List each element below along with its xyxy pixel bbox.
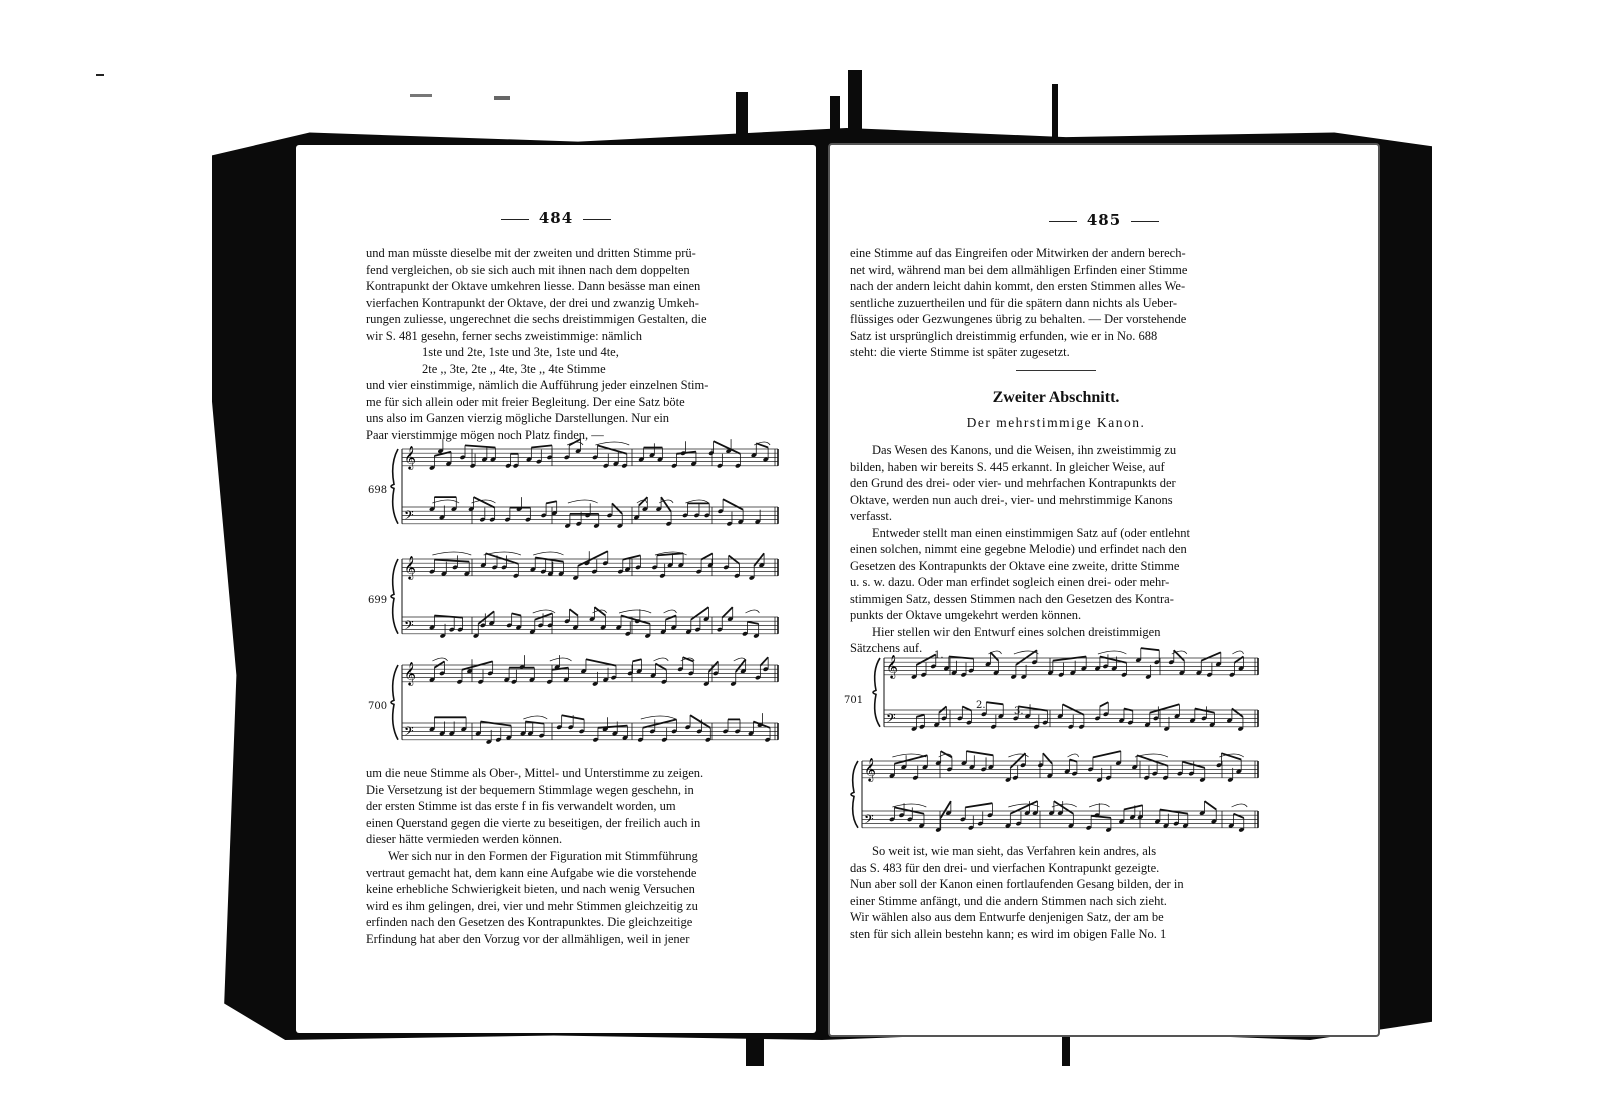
beam: [486, 553, 519, 564]
beam: [894, 807, 924, 813]
music-example-701: [850, 648, 1262, 748]
bass-clef-icon: 𝄢: [404, 618, 414, 637]
body-text-middle: um die neue Stimme als Ober-, Mittel- und Unterstimme zu zeigen. Die Versetzung ist der bequemern Stimmlage wegen geschehn, in der ersten Stimme ist das erste f in fis verwandelt worden, um einen Querstand gegen die vierte zu beseitigen, der freilich auch in dieser hätte vermieden werden können.: [366, 766, 704, 846]
beam: [434, 560, 469, 562]
slur: [1098, 651, 1126, 654]
beam: [546, 501, 557, 503]
example-number: 701: [844, 695, 864, 706]
beam: [612, 503, 622, 514]
slur: [1068, 754, 1079, 757]
beam: [1124, 805, 1143, 809]
slur: [568, 500, 598, 503]
beam: [990, 652, 998, 660]
beam: [1160, 810, 1188, 814]
beam: [1174, 650, 1184, 661]
voice-mark: 1.: [934, 650, 944, 661]
beam: [643, 719, 677, 727]
bookmark-tab: [848, 70, 862, 150]
slur: [892, 804, 926, 807]
example-number: 699: [368, 595, 388, 606]
example-number: 698: [368, 485, 388, 496]
music-example-698: [362, 441, 782, 551]
beam: [633, 659, 642, 661]
bass-clef-icon: 𝄢: [404, 508, 414, 527]
music-example-699: [362, 551, 782, 661]
music-example-700: [362, 657, 782, 767]
slur: [432, 658, 447, 661]
beam: [690, 715, 710, 728]
slur: [533, 610, 555, 613]
beam: [1043, 753, 1052, 764]
beam: [535, 613, 553, 619]
beam: [1195, 709, 1215, 713]
slur: [1232, 804, 1248, 807]
section-title: Zweiter Abschnitt.: [992, 389, 1120, 406]
bookmark-tab: [1052, 84, 1058, 144]
beam: [597, 445, 626, 453]
bookmark-tab: [746, 1030, 764, 1066]
slur: [533, 552, 563, 555]
beam: [756, 443, 768, 447]
left-page: [296, 145, 816, 1033]
bass-clef-icon: 𝄢: [864, 812, 874, 831]
page-number: 485: [830, 211, 1378, 229]
body-text-bottom: So weit ist, wie man sieht, das Verfahren kein andres, als das S. 483 für den drei- und vierfachen Kontrapunkt gezeigte. Nun aber soll der Kanon einen fortlaufenden Gesang bilden, der in einer Stimme anfängt, und die andern Stimmen nach sich zieht. Wir wählen also aus dem Entwurfe denjenigen Satz, der am be sten für sich allein bestehn kann; es wird im obigen Falle No. 1: [850, 844, 1184, 941]
beam: [760, 657, 768, 665]
beam: [666, 616, 676, 620]
scan-speck: [410, 94, 432, 97]
beam: [1205, 801, 1217, 809]
brace: [391, 449, 398, 524]
body-text-bottom: Wer sich nur in den Formen der Figuration mit Stimmführung vertraut gemacht hat, dem kann eine Aufgabe wie die vorstehende keine erhebliche Schwierigkeit bieten, und nach wenig Versuchen wird es ihm gelingen, drei, vier und mehr Stimmen gleichzeitig zu erfinden nach den Gesetzen des Kontrapunktes. Die gleichzeitige Erfindung hat aber den Vorzug vor der allmähligen, weil in jener: [366, 849, 698, 946]
slur: [432, 552, 471, 555]
beam: [481, 722, 512, 726]
slur: [1052, 804, 1077, 807]
beam: [709, 661, 719, 672]
beam: [1063, 704, 1084, 715]
beam: [1150, 704, 1180, 712]
treble-clef-icon: 𝄞: [404, 661, 416, 686]
treble-clef-icon: 𝄞: [886, 654, 898, 679]
scan-speck: [96, 74, 104, 76]
page-number: 484: [296, 209, 816, 227]
beam: [729, 555, 740, 563]
section-subtitle: Der mehrstimmige Kanon.: [966, 415, 1146, 430]
beam: [1201, 652, 1221, 660]
voice-mark: 3.: [1014, 706, 1024, 717]
beam: [462, 661, 493, 669]
brace: [873, 658, 880, 727]
slur: [641, 716, 676, 719]
slur: [653, 658, 668, 661]
treble-clef-icon: 𝄞: [864, 757, 876, 782]
beam: [1054, 801, 1073, 814]
beam: [1141, 648, 1159, 650]
slur: [745, 610, 759, 613]
slur: [550, 658, 572, 661]
bookmark-tab: [830, 96, 840, 146]
beam: [474, 497, 495, 508]
bookmark-tab: [736, 92, 748, 152]
slur: [595, 442, 629, 445]
beam: [722, 607, 732, 618]
right-page: [828, 143, 1380, 1037]
beam: [1091, 816, 1111, 818]
beam: [1100, 702, 1108, 706]
beam: [723, 499, 743, 510]
voice-mark: 2.: [976, 700, 986, 711]
beam: [661, 497, 671, 512]
scan-speck: [494, 96, 510, 100]
beam: [966, 751, 993, 755]
slur: [664, 610, 677, 613]
beam: [512, 613, 521, 615]
beam: [747, 622, 758, 624]
beam: [434, 661, 444, 667]
brace: [391, 559, 398, 634]
beam: [531, 445, 552, 447]
slur: [619, 610, 651, 613]
treble-clef-icon: 𝄞: [404, 445, 416, 470]
beam: [1137, 755, 1168, 766]
body-text-top: und man müsste dieselbe mit der zweiten und dritten Stimme prü- fend vergleichen, ob sie sich auch mit ihnen nach dem doppelten Kontrapunkt der Oktave umkehren liesse. Dann besässe man einen vierfachen Kontrapunkt der Oktave, der drei und zwanzig Umkeh- rungen zuliesse, ungerechnet die sechs dreistimmigen Gestalten, die wir S. 481 gesehn, ferner sechs zweistimmige: nämlich 1ste und 2te, 1ste und 3te, 1ste und 4te, 2te ,, 3te, 2te ,, 4te, 3te ,, 4te Stimme und vier einstimmige, nämlich die Aufführung jeder einzelnen Stim- me für sich allein oder mit freier Begleitung. Der eine Satz böte uns also im Ganzen vierzig mögliche Darstellungen. Nur ein Paar vierstimmige mögen noch Platz finden, —: [366, 246, 709, 442]
body-text-top: eine Stimme auf das Eingreifen oder Mitwirken der andern berech- net wird, während man bei dem allmähligen Erfinden einer Stimme nach der andern leicht dahin kommt, den ersten Stimmen alles We- sentliche zuzuertheilen und für die spätern dann nichts als Ueber- flüssiges oder Gezwungenes übrig zu behalten. — Der vorstehende Satz ist ursprünglich dreistimmig erfunden, wie er in No. 688 steht: die vierte Stimme ist später zugesetzt.: [850, 246, 1188, 359]
beam: [434, 452, 451, 456]
brace: [391, 665, 398, 740]
beam: [965, 803, 992, 807]
beam: [939, 706, 946, 712]
slur: [523, 716, 547, 719]
beam: [986, 702, 1003, 704]
slur: [1232, 651, 1243, 654]
example-number: 700: [368, 701, 388, 712]
music-example-701-continued: [850, 751, 1262, 847]
section-rule: [1016, 370, 1096, 371]
beam: [535, 558, 563, 562]
beam: [916, 715, 924, 717]
brace: [851, 761, 858, 828]
beam: [1053, 657, 1086, 661]
slur: [432, 500, 459, 503]
bass-clef-icon: 𝄢: [404, 724, 414, 743]
treble-clef-icon: 𝄞: [404, 555, 416, 580]
beam: [1010, 801, 1037, 814]
beam: [1234, 814, 1244, 818]
bass-clef-icon: 𝄢: [886, 711, 896, 730]
beam: [465, 445, 495, 447]
beam: [894, 755, 927, 763]
body-text-kanon: Das Wesen des Kanons, und die Weisen, ihn zweistimmig zu bilden, haben wir bereits S. 445 erkannt. In gleicher Weise, auf den Grund des drei- oder vier- und mehrfachen Kontrapunkts der Oktave, werden nun auch drei-, vier- und mehrstimmige Kanons verfasst. Entweder stellt man einen einstimmigen Satz auf (oder entlehnt einen solchen, nimmt eine gegebne Melodie) und erfindet nach den Gesetzen des Kontrapunkts der Oktave eine zweite, dritte Stimme u. s. w. dazu. Oder man erfindet sogleich einen drei- oder mehr- stimmigen Satz, dessen Stimmen nach den Gesetzen des Kontra- punkts der Oktave umgekehrt werden können. Hier stellen wir den Entwurf eines solchen dreistimmigen Sätzchens auf.: [850, 443, 1190, 655]
beam: [1093, 751, 1121, 757]
beam: [570, 609, 578, 615]
